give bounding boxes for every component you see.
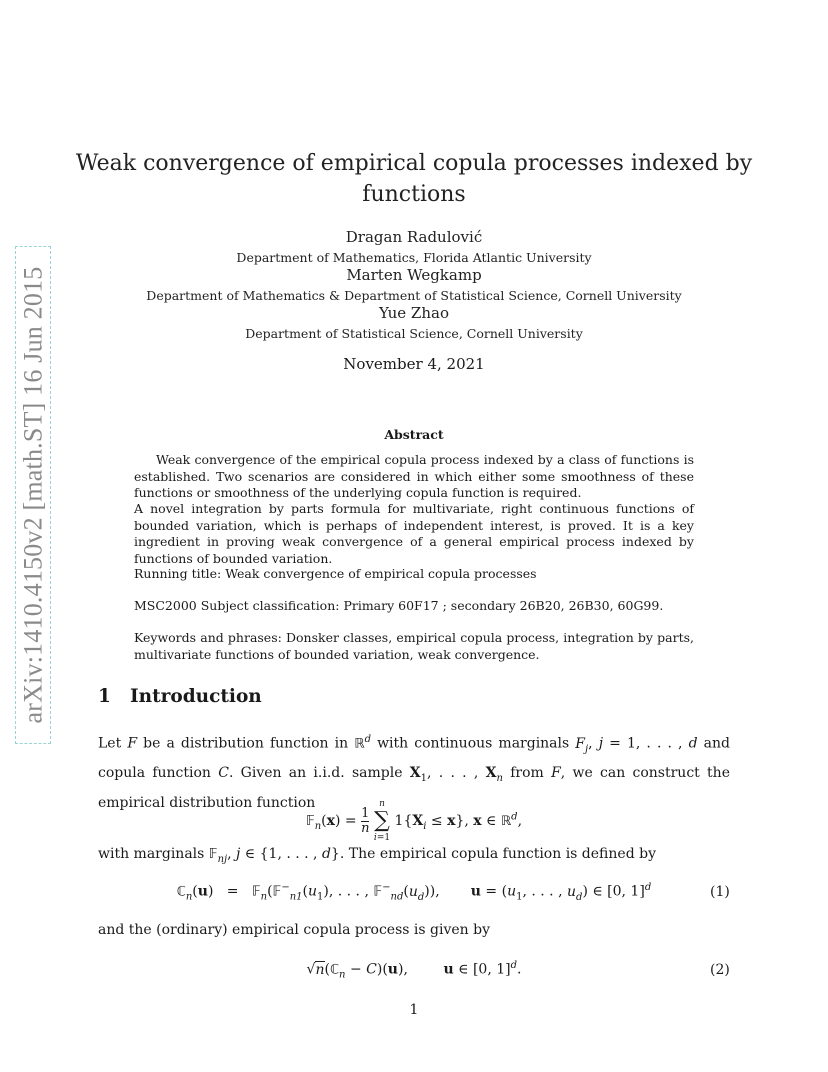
section-title: Introduction	[130, 686, 262, 707]
abstract-paragraph-2: A novel integration by parts formula for multivariate, right continuous functions of bounded variation, which is perhaps of independent interest, is proved. It is a key ingredient in proving weak convergence of a general empirical process indexed by functions of bounded variation.	[134, 501, 694, 566]
body-paragraph-2: with marginals 𝔽$_{nj}$, j ∈ {1, . . . , d}. The empirical copula function is defined by	[98, 846, 656, 865]
author-name: Marten Wegkamp	[346, 266, 482, 284]
paper-title	[0, 148, 828, 210]
equation-copula-process: √n(ℂ$_n$ − C)(u), u ∈ [0, 1]$^d$.	[306, 960, 522, 981]
body-paragraph-1: Let F be a distribution function in ℝ$^d$ with continuous marginals $F_j$, j = 1, . . . , d and copula function C. Given an i.i.d. sample $X_1$, . . . , $X_n$ from F, we can construct the empirical distribution function	[98, 734, 731, 812]
equation-number: (1)	[710, 884, 730, 900]
equation-number: (2)	[710, 962, 730, 978]
keywords: Keywords and phrases: Donsker classes, empirical copula process, integration by parts, multivariate functions of bounded variation, weak convergence.	[134, 630, 694, 662]
arxiv-identifier: arXiv:1410.4150v2 [math.ST] 16 Jun 2015	[18, 266, 47, 724]
author-affiliation: Department of Mathematics & Department of Statistical Science, Cornell University	[146, 288, 682, 303]
page-number: 1	[409, 1002, 419, 1018]
running-title: Running title: Weak convergence of empirical copula processes	[134, 566, 537, 581]
equation-empirical-copula: ℂ$_n$(u) = $𝔽_n(𝔽^-_{n1}(u_1)$, . . . , $𝔽^-_{nd}(u_d)$), $u = (u_1$, . . . , $u_d$) ∈ [0, 1]$^d$	[176, 882, 652, 903]
paper-date: November 4, 2021	[343, 355, 485, 373]
title-line-1: Weak convergence of empirical copula processes indexed by	[75, 151, 753, 176]
author-affiliation: Department of Statistical Science, Cornell University	[245, 326, 583, 341]
title-line-2: functions	[362, 182, 466, 207]
author-name: Yue Zhao	[379, 304, 449, 322]
abstract-paragraph-1: Weak convergence of the empirical copula process indexed by a class of functions is established. Two scenarios are considered in which either some smoothness of these functions or smoothness of the underlying copula function is required.	[134, 452, 694, 500]
abstract-heading: Abstract	[384, 427, 444, 442]
section-heading	[98, 686, 262, 707]
author-name: Dragan Radulović	[345, 228, 483, 246]
author-affiliation: Department of Mathematics, Florida Atlantic University	[236, 250, 592, 265]
equation-empirical-df: 𝔽$_n$(x) = $\frac{1}{n}$ n ∑ i=1 $1\{X_i \le x\}$, x ∈ ℝ$^d$,	[305, 799, 523, 843]
msc-classification: MSC2000 Subject classification: Primary 60F17 ; secondary 26B20, 26B30, 60G99.	[134, 598, 664, 613]
body-paragraph-3: and the (ordinary) empirical copula process is given by	[98, 922, 490, 938]
section-number: 1	[98, 686, 111, 707]
